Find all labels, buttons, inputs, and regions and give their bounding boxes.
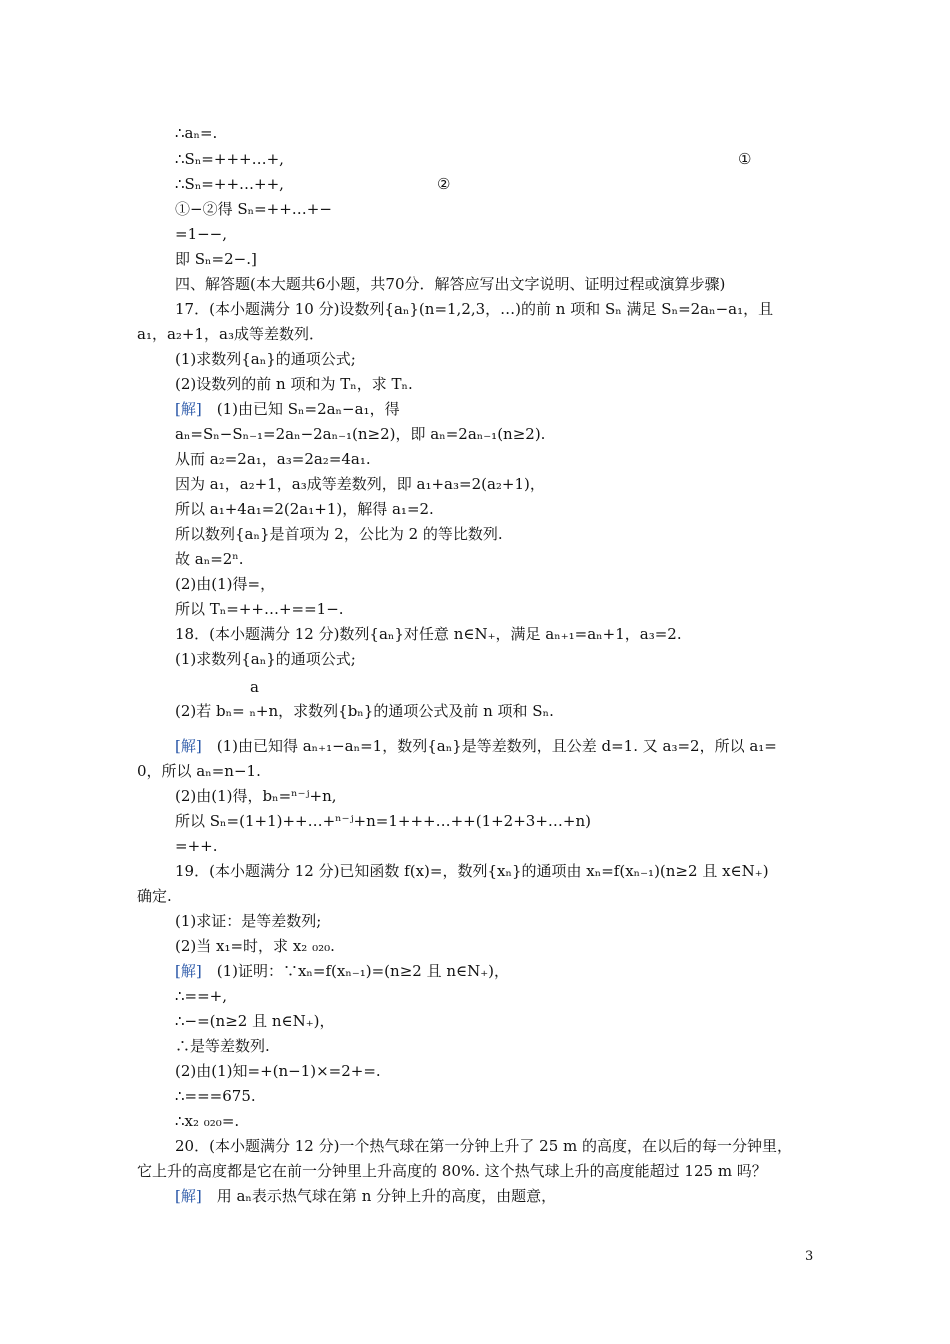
text-line: ∴x₂ ₀₂₀=. bbox=[175, 1112, 240, 1130]
text-line: aₙ=Sₙ−Sₙ₋₁=2aₙ−2aₙ₋₁(n≥2)，即 aₙ=2aₙ₋₁(n≥2). bbox=[175, 425, 546, 443]
problem-20-stem: 20．(本小题满分 12 分)一个热气球在第一分钟上升了 25 m 的高度，在以后的每一分钟里， bbox=[175, 1137, 793, 1155]
text-line: 所以 Sₙ=(1+1)++…+ⁿ⁻ʲ+n=1+++…++(1+2+3+…+n) bbox=[175, 812, 591, 830]
solution-tag: [解] bbox=[175, 400, 202, 418]
text-line: a₁，a₂+1，a₃成等差数列． bbox=[137, 325, 324, 343]
text-line: (2)若 bₙ= ₙ+n，求数列{bₙ}的通项公式及前 n 项和 Sₙ. bbox=[175, 702, 554, 720]
text-line: 它上升的高度都是它在前一分钟里上升高度的 80%. 这个热气球上升的高度能超过 125 m 吗？ bbox=[137, 1162, 767, 1180]
text-line: =++. bbox=[175, 837, 218, 855]
text-line: 所以 Tₙ=++…+==1−. bbox=[175, 600, 344, 618]
text-line: (1)求数列{aₙ}的通项公式; bbox=[175, 350, 356, 368]
problem-17-stem: 17．(本小题满分 10 分)设数列{aₙ}(n=1,2,3，…)的前 n 项和 Sₙ 满足 Sₙ=2aₙ−a₁，且 bbox=[175, 300, 774, 318]
text-line: 所以数列{aₙ}是首项为 2，公比为 2 的等比数列. bbox=[175, 525, 503, 543]
page-number: 3 bbox=[805, 1249, 814, 1264]
text-line: 故 aₙ=2ⁿ. bbox=[175, 550, 244, 568]
solution-line: [解] (1)由已知得 aₙ₊₁−aₙ=1，数列{aₙ}是等差数列，且公差 d=1. 又 a₃=2，所以 a₁= bbox=[175, 737, 777, 755]
circled-two-mark: ② bbox=[437, 175, 451, 193]
text-line: (2)由(1)得，bₙ=ⁿ⁻ʲ+n, bbox=[175, 787, 337, 805]
text-line: 0，所以 aₙ=n−1. bbox=[137, 762, 261, 780]
solution-tag: [解] bbox=[175, 737, 202, 755]
solution-line: [解] (1)由已知 Sₙ=2aₙ−a₁，得 bbox=[175, 400, 400, 418]
solution-tag: [解] bbox=[175, 962, 202, 980]
text-line: 因为 a₁，a₂+1，a₃成等差数列，即 a₁+a₃=2(a₂+1)， bbox=[175, 475, 545, 493]
text-line: ∴是等差数列. bbox=[175, 1037, 270, 1055]
solution-line: [解] (1)证明：∵xₙ=f(xₙ₋₁)=(n≥2 且 n∈N₊)， bbox=[175, 962, 510, 980]
text-line: (2)当 x₁=时，求 x₂ ₀₂₀. bbox=[175, 937, 335, 955]
text-line: ∴aₙ=. bbox=[175, 124, 218, 142]
circled-one-mark: ① bbox=[738, 150, 752, 168]
text-line: ∴==+, bbox=[175, 987, 228, 1005]
text-line: (2)设数列的前 n 项和为 Tₙ，求 Tₙ. bbox=[175, 375, 413, 393]
text-line: 即 Sₙ=2−.] bbox=[175, 250, 257, 268]
text-line: (2)由(1)得=， bbox=[175, 575, 276, 593]
text-line: ∴Sₙ=++…++, bbox=[175, 175, 284, 193]
text-line: 所以 a₁+4a₁=2(2a₁+1)，解得 a₁=2. bbox=[175, 500, 434, 518]
text-line: =1−−, bbox=[175, 225, 228, 243]
text-line: ∴===675. bbox=[175, 1087, 256, 1105]
problem-19-stem: 19．(本小题满分 12 分)已知函数 f(x)=，数列{xₙ}的通项由 xₙ=f(xₙ₋₁)(n≥2 且 x∈N₊) bbox=[175, 862, 769, 880]
text-line: ①−②得 Sₙ=++…+− bbox=[175, 200, 332, 218]
solution-tag: [解] bbox=[175, 1187, 202, 1205]
text-line: 从而 a₂=2a₁，a₃=2a₂=4a₁. bbox=[175, 450, 371, 468]
fraction-numerator: a bbox=[250, 678, 259, 696]
text-line: ∴Sₙ=+++…+, bbox=[175, 150, 284, 168]
problem-18-stem: 18．(本小题满分 12 分)数列{aₙ}对任意 n∈N₊，满足 aₙ₊₁=aₙ+1，a₃=2. bbox=[175, 625, 682, 643]
section-heading: 四、解答题(本大题共6小题，共70分．解答应写出文字说明、证明过程或演算步骤) bbox=[175, 275, 726, 293]
solution-line: [解] 用 aₙ表示热气球在第 n 分钟上升的高度，由题意， bbox=[175, 1187, 557, 1205]
text-line: (1)求数列{aₙ}的通项公式; bbox=[175, 650, 356, 668]
text-line: ∴−=(n≥2 且 n∈N₊)， bbox=[175, 1012, 335, 1030]
text-line: 确定. bbox=[137, 887, 172, 905]
text-line: (2)由(1)知=+(n−1)×=2+=. bbox=[175, 1062, 381, 1080]
text-line: (1)求证：是等差数列; bbox=[175, 912, 322, 930]
